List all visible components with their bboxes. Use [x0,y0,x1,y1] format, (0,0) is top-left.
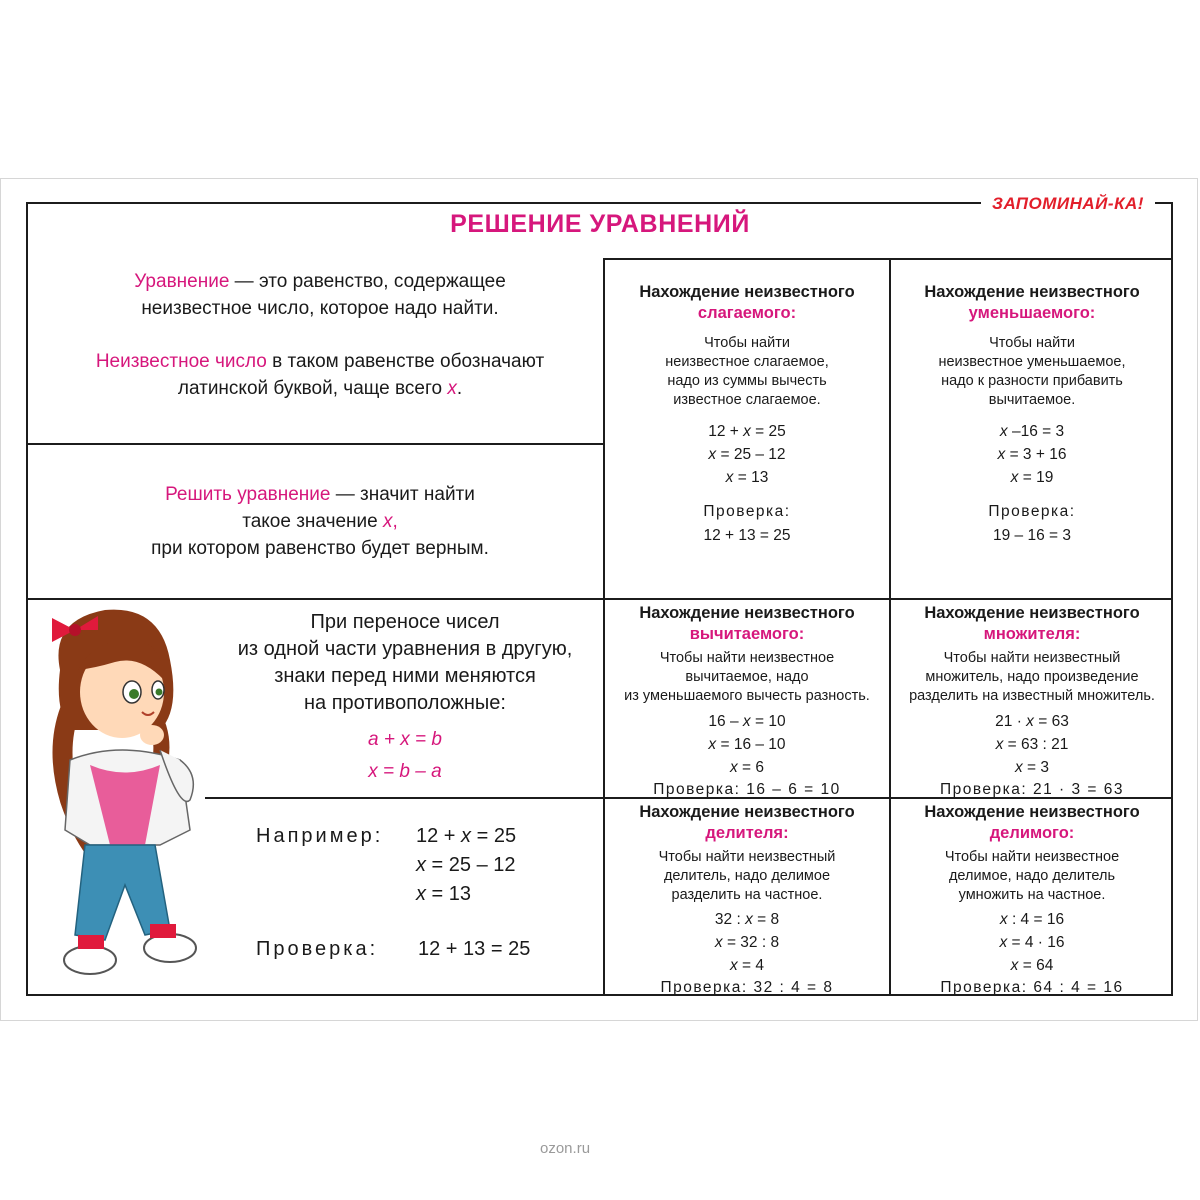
cell-unknown-subtrahend: Нахождение неизвестного вычитаемого: Чтобы найти неизвестное вычитаемое, надо из уменьшаемого вычесть разность. 16 – x = 10 x = 16 – 10 x = 6 Проверка: 16 – 6 = 10 [605,603,889,800]
rule-text: Чтобы найти неизвестное делимое, надо делитель умножить на частное. [944,849,1120,903]
example-check-equation: 12 + 13 = 25 [418,938,531,960]
divider-left-1 [26,443,603,445]
cell-unknown-dividend: Нахождение неизвестного делимого: Чтобы найти неизвестное делимое, надо делитель умножить на частное. x : 4 = 16 x = 4 · 16 x = 64 Проверка: 64 : 4 = 16 [891,802,1173,998]
equations: 32 : x = 8 x = 32 : 8 x = 4 [714,911,780,974]
definition-unknown: Неизвестное число в таком равенстве обозначают латинской буквой, чаще всего x. [95,351,545,399]
term-unknown-number: Неизвестное число [95,351,267,372]
cell-unknown-minuend: Нахождение неизвестного уменьшаемого: Чтобы найти неизвестное уменьшаемое, надо к разности прибавить вычитаемое. x –16 = 3 x = 3 + 16 x = 19 Проверка: 19 – 16 = 3 [891,282,1173,547]
divider-title [603,258,1173,260]
equations: 21 · x = 63 x = 63 : 21 x = 3 [995,713,1069,776]
term-solve: Решить уравнение [165,484,331,505]
cell-unknown-divisor: Нахождение неизвестного делителя: Чтобы найти неизвестный делитель, надо делимое разделить на частное. 32 : x = 8 x = 32 : 8 x = 4 Проверка: 32 : 4 = 8 [605,802,889,998]
term-equation: Уравнение [134,271,230,292]
equations: x : 4 = 16 x = 4 · 16 x = 64 [999,911,1065,974]
page-title: РЕШЕНИЕ УРАВНЕНИЙ [450,210,750,238]
example-check: Проверка: [256,938,379,960]
equations: 16 – x = 10 x = 16 – 10 x = 6 [708,713,786,776]
example-equations: 12 + x = 25 x = 25 – 12 x = 13 [416,825,517,905]
transfer-formulas: a + x = b x = b – a [368,729,442,782]
badge-zapominayka: ЗАПОМИНАЙ-КА! [981,190,1155,218]
rule-text: Чтобы найти неизвестный делитель, надо делимое разделить на частное. [658,849,836,903]
rule-text: Чтобы найти неизвестный множитель, надо произведение разделить на известный множитель. [909,650,1155,704]
example-label: Например: [256,825,384,847]
rule-text: Чтобы найти неизвестное вычитаемое, надо из уменьшаемого вычесть разность. [624,650,870,704]
girl-illustration [30,600,210,992]
definition-equation: Уравнение — это равенство, содержащее неизвестное число, которое надо найти. [134,271,506,319]
watermark: ozon.ru [540,1140,591,1157]
equations: 12 + x = 25 x = 25 – 12 x = 13 [708,423,786,486]
transfer-rule: При переносе чисел из одной части уравнения в другую, знаки перед ними меняются на противоположные: [237,611,573,714]
cell-unknown-addend: Нахождение неизвестного слагаемого: Чтобы найти неизвестное слагаемое, надо из суммы вычесть известное слагаемое. 12 + x = 25 x = 25 – 12 x = 13 Проверка: 12 + 13 = 25 [605,282,889,547]
rule-text: Чтобы найти неизвестное уменьшаемое, надо к разности прибавить вычитаемое. [938,335,1126,408]
cell-unknown-multiplier: Нахождение неизвестного множителя: Чтобы найти неизвестный множитель, надо произведение разделить на известный множитель. 21 · x = 63 x = 63 : 21 x = 3 Проверка: 21 · 3 = 63 [891,603,1173,800]
definition-solve: Решить уравнение — значит найти такое значение x, при котором равенство будет верным. [151,484,489,559]
divider-example [205,797,603,799]
equations: x –16 = 3 x = 3 + 16 x = 19 [997,423,1067,486]
rule-text: Чтобы найти неизвестное слагаемое, надо из суммы вычесть известное слагаемое. [665,335,829,408]
